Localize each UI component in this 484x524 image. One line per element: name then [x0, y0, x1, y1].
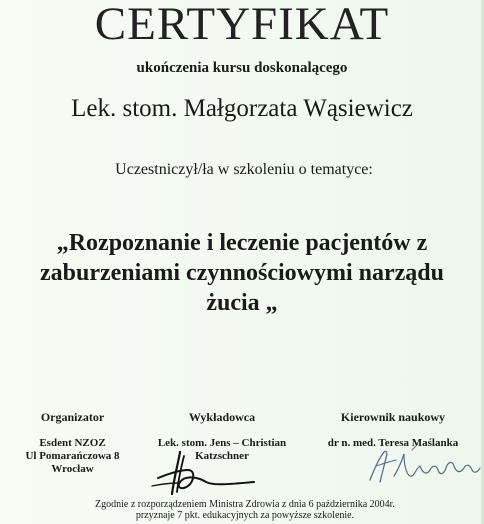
certificate-subtitle: ukończenia kursu doskonalącego: [136, 60, 348, 76]
course-topic: [0, 228, 484, 318]
footer-line: Zgodnie z rozporządzeniem Ministra Zdrowia z dnia 6 października 2004r.: [95, 499, 395, 510]
organizer-heading: Organizator: [40, 410, 105, 424]
scientific-head-signature: [366, 440, 482, 490]
footer-line: przyznaje 7 pkt. edukacyjnych za powyższe szkolenie.: [135, 510, 355, 521]
scientific-head-heading: Kierownik naukowy: [340, 410, 446, 424]
participant-name: Lek. stom. Małgorzata Wąsiewicz: [71, 95, 413, 122]
organizer-block: [10, 411, 135, 476]
organizer-line: Esdent NZOZ: [39, 437, 106, 449]
organizer-line: Wrocław: [51, 463, 94, 475]
certificate-title: CERTYFIKAT: [94, 0, 390, 50]
lecturer-line: Lek. stom. Jens – Christian: [157, 437, 287, 449]
footer-note: [90, 499, 400, 521]
scientific-head-line: dr n. med. Teresa Maślanka: [327, 437, 459, 449]
course-topic-line: „Rozpoznanie i leczenie pacjentów z: [56, 230, 428, 256]
participation-statement: Uczestniczył/ła w szkoleniu o tematyce:: [115, 161, 373, 178]
course-topic-line: żucia „: [206, 290, 278, 316]
lecturer-heading: Wykładowca: [188, 410, 256, 424]
lecturer-signature: [150, 448, 260, 500]
course-topic-line: zaburzeniami czynnościowymi narządu: [40, 260, 444, 286]
lecturer-line: Katzschner: [195, 450, 249, 462]
organizer-line: Ul Pomarańczowa 8: [25, 450, 120, 462]
